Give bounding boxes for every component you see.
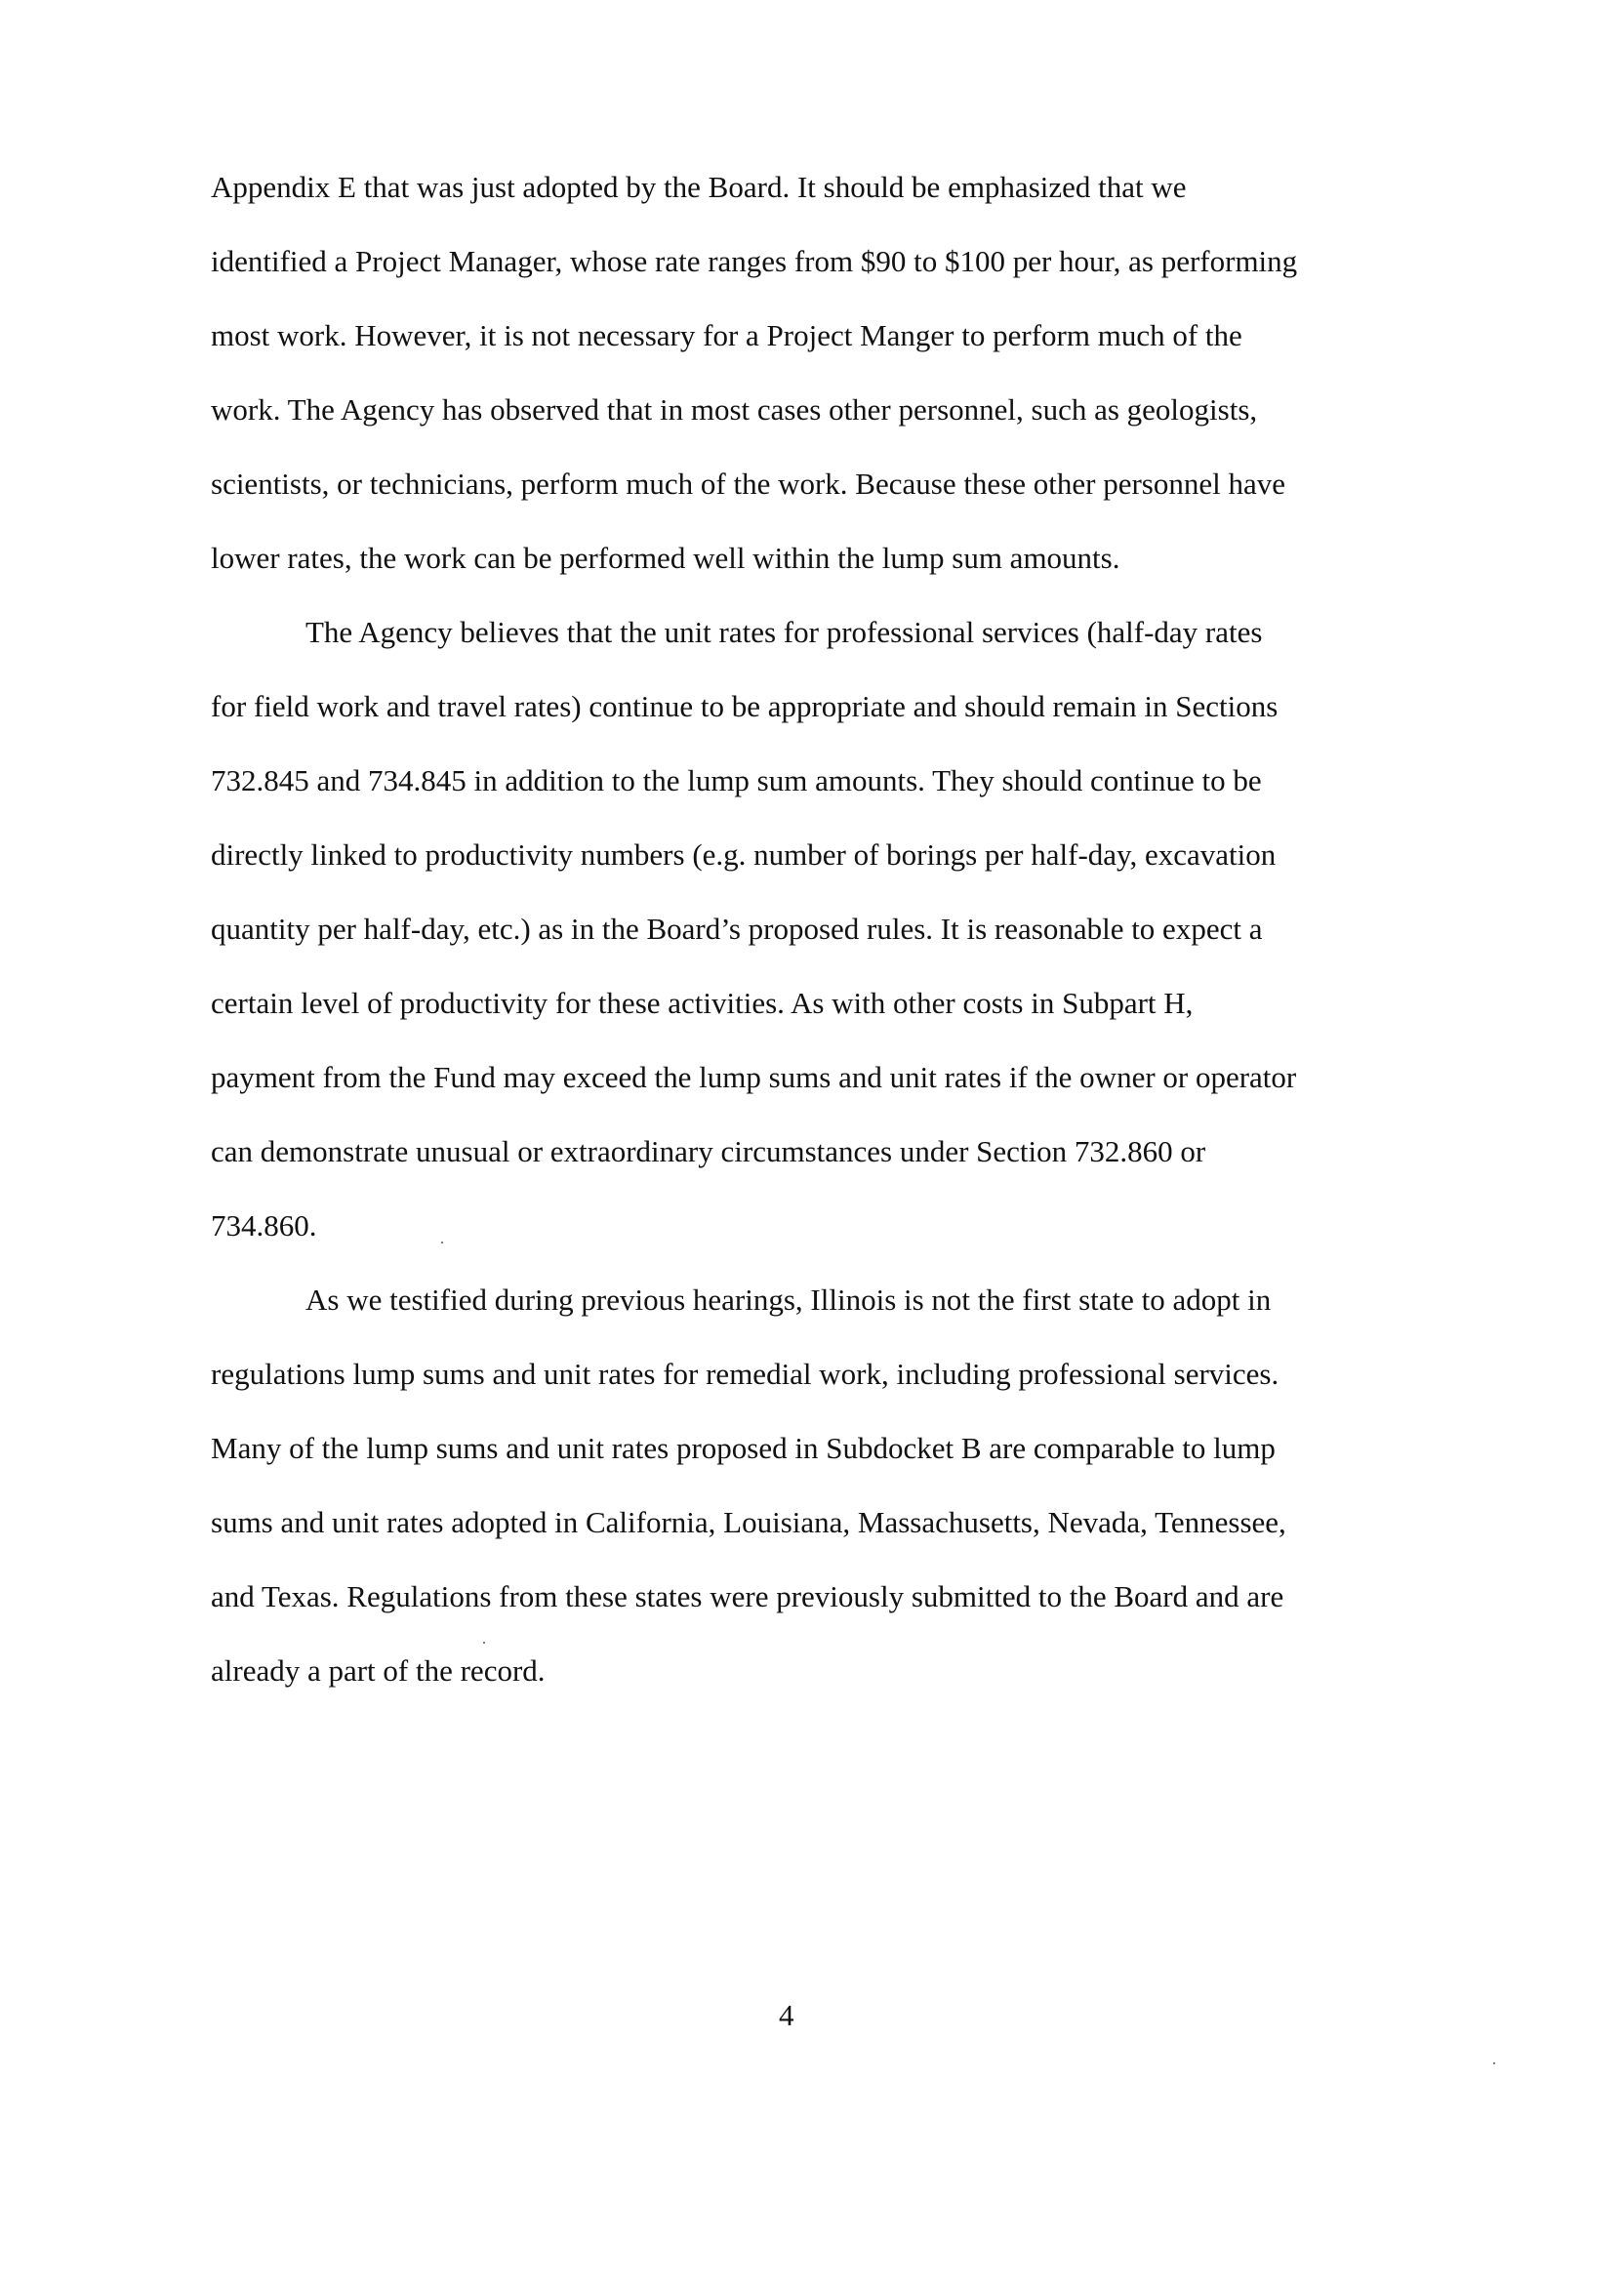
- text-line: payment from the Fund may exceed the lump sums and unit rates if the owner or operator: [211, 1060, 1297, 1094]
- text-line: Many of the lump sums and unit rates proposed in Subdocket B are comparable to lump: [211, 1431, 1276, 1465]
- text-line: work. The Agency has observed that in most cases other personnel, such as geologists,: [211, 392, 1258, 427]
- scan-speck: [483, 1642, 485, 1644]
- text-line: can demonstrate unusual or extraordinary circumstances under Section 732.860 or: [211, 1134, 1206, 1168]
- text-line: and Texas. Regulations from these states were previously submitted to the Board and are: [211, 1579, 1284, 1613]
- text-line: already a part of the record.: [211, 1653, 546, 1688]
- text-line: quantity per half-day, etc.) as in the Board’s proposed rules. It is reasonable to expect a: [211, 912, 1263, 946]
- text-line: As we testified during previous hearings, Illinois is not the first state to adopt in: [305, 1283, 1272, 1317]
- text-line: identified a Project Manager, whose rate ranges from $90 to $100 per hour, as performing: [211, 244, 1298, 278]
- text-line: The Agency believes that the unit rates for professional services (half-day rates: [305, 615, 1263, 649]
- text-line: sums and unit rates adopted in California, Louisiana, Massachusetts, Nevada, Tennessee,: [211, 1505, 1286, 1539]
- scan-speck: [441, 1242, 443, 1243]
- text-line: regulations lump sums and unit rates for remedial work, including professional services.: [211, 1357, 1279, 1391]
- text-line: scientists, or technicians, perform much of the work. Because these other personnel have: [211, 467, 1285, 501]
- text-line: for field work and travel rates) continue to be appropriate and should remain in Sections: [211, 689, 1279, 723]
- text-line: 732.845 and 734.845 in addition to the lump sum amounts. They should continue to be: [211, 763, 1262, 797]
- text-line: Appendix E that was just adopted by the Board. It should be emphasized that we: [211, 170, 1187, 204]
- scan-speck: [1493, 2062, 1495, 2064]
- text-line: 734.860.: [211, 1208, 317, 1243]
- text-line: certain level of productivity for these activities. As with other costs in Subpart H,: [211, 986, 1194, 1020]
- page-number: 4: [779, 1998, 794, 2032]
- text-line: lower rates, the work can be performed well within the lump sum amounts.: [211, 541, 1120, 575]
- text-line: directly linked to productivity numbers (e.g. number of borings per half-day, excavation: [211, 837, 1277, 872]
- text-line: most work. However, it is not necessary for a Project Manger to perform much of the: [211, 318, 1242, 352]
